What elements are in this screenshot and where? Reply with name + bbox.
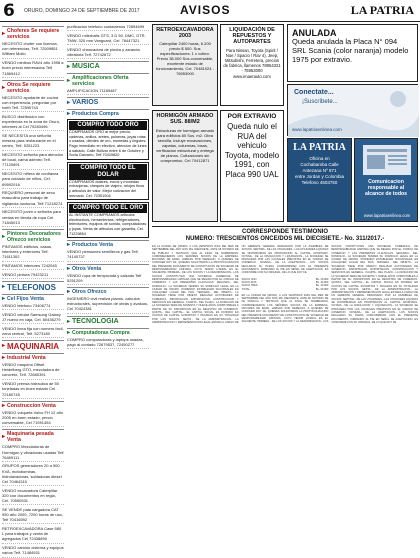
category-arrow-icon: ▸ [67, 111, 71, 118]
liquidacion-ad-text: Para Nissan, Toyota (Spirit / Noe / Spacio / Rav 4), Jeep, Mitsubishi, Ferretera, precios de fabrica, llamenos 78954321 - 76953000 www.imaerauto.com [223, 47, 281, 79]
hormigon-ad-title: HORMIGÓN ARMADO SUS. 88/M2 [156, 113, 214, 126]
category-arrow-icon: ▸ [2, 402, 6, 409]
capital-amount: Bs. 10.000 [315, 280, 329, 284]
category-label: MAQUINARIA [7, 342, 60, 352]
category-label: TELEFONOS [7, 283, 56, 292]
category-arrow-icon: ▸ [67, 288, 71, 295]
classified-ad: BUSCO distribuidor con experiencia en la zona de Oruro, informes al Cel 79283496 [2, 114, 64, 132]
category-label: Productos Venta [72, 242, 113, 249]
retroexcavadora-ad [152, 24, 218, 106]
classifieds-column-1 [2, 24, 64, 556]
category-header [2, 294, 64, 302]
classified-ad: PINTAMOS interiores 7242045 [2, 263, 64, 270]
la-patria-ad-line: Cochabamba Calle [300, 162, 339, 167]
boxed-ad-text: AL INSTANTE COMPRAMOS articulos electronicos, herramientas, refrigeradores, televisores, equipos de sonido, computadoras y joyas. Venta de articulos con garantia, Cel. 71229854 [69, 213, 147, 236]
classified-ad: VENDO minibus RAV4 año 1998 a buen precio interesados Telf 71869412 [2, 60, 64, 78]
category-label: Pintores Decoradores Ofrezco servicios [7, 230, 61, 243]
category-header [2, 229, 64, 243]
category-arrow-icon: ▸ [67, 64, 71, 71]
issue-date: ORURO, DOMINGO 24 DE SEPTIEMBRE DE 2017 [24, 8, 140, 14]
classified-ad: VENDO pensiones semilleros y gas Telf. 74140737 [67, 249, 149, 261]
retroexcavadora-ad-text: Caterpillar 2400 horas, 6.200 precio $ 500. Sus especificaciones: 1 x volteo. Precio 38.000 Sus conversable, excelente estado de funcionamiento, Cel. 70481924 - 76953000 [156, 41, 214, 77]
category-arrow-icon: ▸ [2, 296, 6, 302]
classified-ad: NECESITO señorita para atención de local, cama adentro Telf. 77120891 [2, 152, 64, 170]
anulada-ad [287, 24, 418, 82]
comunicacion-ad [354, 138, 418, 222]
extravio-ad [220, 110, 284, 222]
la-patria-office-ad [287, 138, 352, 222]
category-header [2, 340, 64, 351]
testimony-title: CORRESPONDE TESTIMONIO [241, 229, 328, 235]
classified-ad: NECESITO ayudante de cocina con experiencia, preguntar por Iveth Telf. 72590743 [2, 95, 64, 113]
classified-ad: VENDO prensa hidraulica de 50 toneladas en buen estado Cel 72180745 [2, 381, 64, 399]
category-label: Otros Ofrezco [72, 288, 107, 295]
partner-name: TOTAL [241, 287, 250, 291]
conectate-title: Conectate... [294, 89, 334, 96]
anulada-ad-text: Queda anulada la Placa N° 094 SRL Scania (color naranja) modelo 1975 por extravio. [292, 37, 409, 64]
category-label: VARIOS [72, 99, 99, 107]
testimony-number: NUMERO: TRESCIENTOS ONCE/DOS MIL DIECISIETE.- No. 311/2017.- [185, 236, 385, 242]
section-title: AVISOS [180, 3, 231, 17]
partner-name: SOCIO DOS [241, 280, 257, 284]
category-header [67, 240, 149, 248]
boxed-ad-title: COMPRO TODO ORO [69, 121, 147, 130]
la-patria-ad-title: LA PATRIA [293, 142, 346, 153]
boxed-ad-title: COMPRO TODO EL ORO [69, 204, 147, 213]
category-header [67, 61, 149, 71]
classified-ad: PINTAMOS edificios, casas, interiores y exteriores Telf. 71611302 [2, 244, 64, 262]
category-arrow-icon: ▸ [67, 242, 71, 249]
extravio-ad-title: POR EXTRAVIO [227, 113, 277, 120]
classified-ad: VENDO pintura 79423211 [2, 272, 64, 279]
classifieds-column-2 [67, 24, 149, 544]
boxed-ad [67, 162, 149, 200]
category-label: Computadoras Compra [72, 329, 130, 336]
capital-amount: Bs. 10.000 [315, 284, 329, 288]
classified-ad: NECESITO chofer con licencia, con referencias, Telf. 72509851 William Mollo [2, 41, 64, 59]
classified-ad: NECESITO joven o señorita para ventas en tienda de ropa Cel. 71845013 [2, 209, 64, 227]
boxed-ad-title: COMPRO TODO EL DOLAR [69, 164, 147, 180]
conectate-link[interactable]: www.lapatriaenlinea.com [292, 127, 342, 132]
classified-ad: SE VENDE pala cargadora CAT 950 año 2000, 7200 horas de uso, Telf 70416592 [2, 507, 64, 525]
classified-ad: NECESITO niñera de confianza para cuidado de niños, Cel. 69592016 [2, 171, 64, 189]
classified-ad: COMPRO Mezcladoras de Hormigon y vibradoras usadas Telf 76469111 [2, 444, 64, 462]
classified-ad: REQUIERO personal de sexo masculino para trabajo de vigilancia nocturna, Telf 71218274 [2, 190, 64, 208]
category-label: Productos Compra [72, 111, 119, 118]
newspaper-stack-icon [355, 139, 419, 179]
category-label: Construccion Venta [7, 402, 56, 409]
liquidacion-ad [220, 24, 284, 106]
classified-ad: VENDO chancadora de piedra y zaranda vibratoria Telf. 72742672 [67, 47, 149, 59]
classified-ad: AMPLIFICACION 71189487 [67, 88, 149, 95]
category-arrow-icon: ▸ [2, 84, 6, 91]
category-arrow-icon: ▸ [2, 434, 6, 441]
la-patria-ad-line: Oficina en [309, 156, 330, 161]
category-arrow-icon: ▸ [67, 78, 71, 85]
classified-ad: VENDO rollerballs GTS, 3 D 50, DMC, DTR, TMW, 320 mm Vanguard, Cel. 76447321 [67, 33, 149, 45]
category-header [67, 328, 149, 336]
boxed-ad-text: COMPRAMOS ORO al mejor precio, cadenas, anillos, aretes, pulseras, joyas rotas o usadas, dientes de oro, monedas y lingotes. Pago inmediato en efectivo, atencion de lunes a sabado. Calle Bolivar entre 6 de Octubre y Soria Galvarro, Telf 70419820 [69, 130, 147, 158]
extravio-ad-text: Queda nulo el RUA del vehiculo Toyota, modelo 1991, con Placa 990 UAL [224, 122, 280, 179]
testimony-text-repeat: EN LA CIUDAD DE ORURO, A LOS VEINTIDOS DIAS DEL MES DE SEPTIEMBRE DEL AÑO DOS MIL DIECISIETE, ANTE MI NOTARIO DE FE PUBLICA Y TESTIGOS QUE AL FINAL SE NOMBRARAN, COMPARECIERON LOS SEÑORES SOCIOS DE LA EMPRESA, MAYORES DE EDAD, HABILES POR DERECHO, A QUIENES DE CONOCER DOY FE, QUIENES SOLICITARON LA PROTOCOLIZACION DEL PRESENTE DOCUMENTO DE CONSTITUCION DE SOCIEDAD DE RESPONSABILIDAD LIMITADA, CUYO TENOR LITERAL ES EL SIGUIENTE: PRIMERA.- DE LOS SOCIOS Y LA DENOMINACION.- LOS SOCIOS CONSTITUYEN UNA SOCIEDAD COMERCIAL DE RESPONSABILIDAD LIMITADA QUE SE REGIRA POR EL CODIGO DE COMERCIO Y LAS PRESENTES CLAUSULAS. SEGUNDA.- DEL DOMICILIO.- LA SOCIEDAD TENDRA SU DOMICILIO LEGAL EN LA CIUDAD DE ORURO, PUDIENDO ESTABLECER SUCURSALES EN CUALQUIER LUGAR DEL PAIS. TERCERA.- DEL OBJETO.- LA SOCIEDAD TIENE POR OBJETO REALIZAR ACTIVIDADES DE COMERCIO, IMPORTACION, EXPORTACION, CONSTRUCCION Y SERVICIOS EN GENERAL. CUARTA.- DEL PLAZO.- LA DURACION DE LA SOCIEDAD SERA DE NOVENTA Y NUEVE AÑOS COMPUTABLES A PARTIR DE SU INSCRIPCION EN EL REGISTRO DE COMERCIO. QUINTA.- DEL CAPITAL.- EL CAPITAL SOCIAL ES DIVIDIDO EN CUOTAS DE CAPITAL SUSCRITAS Y PAGADAS EN SU TOTALIDAD POR LOS SOCIOS. SEXTA.- DE LA ADMINISTRACION.- LA ADMINISTRACION Y REPRESENTACION LEGAL ESTARA A CARGO DE UN GERENTE GENERAL DESIGNADO POR LA ASAMBLEA DE SOCIOS. SEPTIMA.- DE LAS UTILIDADES.- LAS UTILIDADES LIQUIDAS SE DISTRIBUIRAN EN PROPORCION AL CAPITAL APORTADO. OCTAVA.- DE LA DISOLUCION Y LIQUIDACION.- LA SOCIEDAD SE DISOLVERA POR LAS CAUSALES PREVISTAS EN EL CODIGO DE COMERCIO. NOVENA.- DE LA ACEPTACION.- LOS SOCIOS DECLARAN SU PLENA CONFORMIDAD CON EL PRESENTE DOCUMENTO, FIRMANDO AL PIE EN SEÑAL DE ACEPTACION. ES CONFORME CON SU ORIGINAL, DE LO QUE DOY FE. [241, 245, 418, 324]
anulada-ad-title: ANULADA [292, 28, 337, 38]
category-label: Amplificaciones Oferta servicios [72, 75, 129, 88]
category-header [2, 401, 64, 409]
newspaper-brand: LA PATRIA [350, 3, 414, 17]
partner-name: SOCIO TRES [241, 284, 258, 288]
category-arrow-icon: ▸ [2, 31, 6, 37]
classified-ad: VENDO linea fija con numero facil, zona central, Telf. 5273180 [2, 326, 64, 338]
classified-ad: VENDO telefono 73406774 [2, 303, 64, 310]
conectate-subtitle: ¡Suscríbete... [302, 99, 338, 105]
classified-ad: COMPRO computadoras y laptops usadas, pago al contado 72679537, 72450277 [67, 337, 149, 349]
category-header [2, 80, 64, 94]
testimony-body [152, 245, 418, 324]
category-label: Otros Se requiere servicios [7, 81, 51, 94]
category-header [67, 316, 149, 326]
testimony-text: EN LA CIUDAD DE ORURO, A LOS VEINTIDOS DIAS DEL MES DE SEPTIEMBRE DEL AÑO DOS MIL DIECISIETE, ANTE MI NOTARIO DE FE PUBLICA Y TESTIGOS QUE AL FINAL SE NOMBRARAN, COMPARECIERON LOS SEÑORES SOCIOS DE LA EMPRESA, MAYORES DE EDAD, HABILES POR DERECHO, A QUIENES DE CONOCER DOY FE, QUIENES SOLICITARON LA PROTOCOLIZACION DEL PRESENTE DOCUMENTO DE CONSTITUCION DE SOCIEDAD DE RESPONSABILIDAD LIMITADA, CUYO TENOR LITERAL ES EL SIGUIENTE: PRIMERA.- DE LOS SOCIOS Y LA DENOMINACION.- LOS SOCIOS CONSTITUYEN UNA SOCIEDAD COMERCIAL DE RESPONSABILIDAD LIMITADA QUE SE REGIRA POR EL CODIGO DE COMERCIO Y LAS PRESENTES CLAUSULAS. SEGUNDA.- DEL DOMICILIO.- LA SOCIEDAD TENDRA SU DOMICILIO LEGAL EN LA CIUDAD DE ORURO, PUDIENDO ESTABLECER SUCURSALES EN CUALQUIER LUGAR DEL PAIS. TERCERA.- DEL OBJETO.- LA SOCIEDAD TIENE POR OBJETO REALIZAR ACTIVIDADES DE COMERCIO, IMPORTACION, EXPORTACION, CONSTRUCCION Y SERVICIOS EN GENERAL. CUARTA.- DEL PLAZO.- LA DURACION DE LA SOCIEDAD SERA DE NOVENTA Y NUEVE AÑOS COMPUTABLES A PARTIR DE SU INSCRIPCION EN EL REGISTRO DE COMERCIO. QUINTA.- DEL CAPITAL.- EL CAPITAL SOCIAL ES DIVIDIDO EN CUOTAS DE CAPITAL SUSCRITAS Y PAGADAS EN SU TOTALIDAD POR LOS SOCIOS. SEXTA.- DE LA ADMINISTRACION.- LA ADMINISTRACION Y REPRESENTACION LEGAL ESTARA A CARGO DE UN GERENTE GENERAL DESIGNADO POR LA ASAMBLEA DE SOCIOS. SEPTIMA.- DE LAS UTILIDADES.- LAS UTILIDADES LIQUIDAS SE DISTRIBUIRAN EN PROPORCION AL CAPITAL APORTADO. OCTAVA.- DE LA DISOLUCION Y LIQUIDACION.- LA SOCIEDAD SE DISOLVERA POR LAS CAUSALES PREVISTAS EN EL CODIGO DE COMERCIO. NOVENA.- DE LA ACEPTACION.- LOS SOCIOS DECLARAN SU PLENA CONFORMIDAD CON EL PRESENTE DOCUMENTO, FIRMANDO AL PIE EN SEÑAL DE ACEPTACION. ES CONFORME CON SU ORIGINAL, DE LO QUE DOY FE. [152, 245, 329, 324]
classified-ad: INGENIERO civil realiza planos, calculos estructurales, supervision de obras y avaluos, Cel 70424381 [67, 296, 149, 314]
capital-amount: Bs. 10.000 [315, 277, 329, 281]
category-arrow-icon: ▸ [2, 355, 6, 362]
classified-ad: VENDO maquina Offset Heidelberg GTO, mezcladora de concreto, Telf. 72680391 [2, 362, 64, 380]
category-header [2, 353, 64, 361]
liquidacion-ad-title: LIQUIDACIÓN DE REPUESTOS Y AUTOPARTES [229, 27, 275, 46]
category-label: Cel Fijos Venta [7, 296, 44, 302]
category-header [67, 97, 149, 107]
category-header [67, 109, 149, 117]
category-arrow-icon: ▸ [2, 343, 6, 350]
category-arrow-icon: ▸ [67, 318, 71, 325]
classified-ad: VENDO camion cisterna y equipos varios Telf. 71484931 [2, 545, 64, 557]
classified-ad: VENDO volqueta Volvo FH 12 año 2005 en buen estado, precio conversable, Cel 71591454 [2, 410, 64, 428]
category-header [67, 73, 149, 87]
category-header [2, 281, 64, 292]
legal-testimony-notice [152, 226, 418, 544]
category-arrow-icon: ▸ [2, 233, 6, 240]
capital-amount: Bs. 30.000 [315, 287, 329, 291]
category-arrow-icon: ▸ [67, 329, 71, 336]
page-number: 6 [3, 1, 15, 21]
category-label: Otros Venta [72, 265, 102, 272]
category-label: Industrial Venta [7, 355, 46, 362]
hormigon-ad-text: Estructuras de hormigon armado para edificios 80 Sus. m2. Obra sencilla, incluye excavaciones, zapatas, columnas, losas, verificacion estructural y entrega de planos. Cotizaciones sin compromiso, Cel 70412871 [155, 127, 215, 163]
classified-ad: GRUPOS generadores 20 a 500 KVA, motobombas, hidrolavadoras, soldadoras diesel Cel 70464315 [2, 463, 64, 486]
classified-ad: SE NECESITA una señorita mesera para restaurante en el centro, Telf. 5251223 [2, 133, 64, 151]
classified-ad: VENDO celular Samsung Galaxy J7 nuevo en caja, Cel. 60436279 [2, 312, 64, 324]
category-arrow-icon: ▸ [67, 265, 71, 272]
classified-ad: RETROEXCAVADORA Case 580 L para trabajos y venta de agregados Cel 72438890 [2, 526, 64, 544]
la-patria-ad-lines [288, 156, 351, 186]
boxed-ad [67, 202, 149, 238]
category-arrow-icon: ▸ [2, 284, 6, 290]
capital-table [242, 278, 329, 291]
la-patria-ad-line: Antezana Nº 871 [302, 168, 337, 173]
conectate-ad [287, 84, 418, 136]
retroexcavadora-ad-title: RETROEXCAVADORA 2003 [156, 27, 214, 40]
category-label: MUSICA [72, 63, 100, 71]
category-label: Choferes Se requiere servicios [7, 28, 60, 40]
comunicacion-ad-link[interactable]: www.lapatriaenlinea.com [363, 213, 411, 218]
page-header [0, 0, 420, 22]
category-label: Maquinaria pesada Venta [7, 431, 54, 444]
category-label: TECNOLOGIA [72, 317, 119, 325]
la-patria-ad-line: entre Jordan y Colombia [294, 174, 345, 179]
comunicacion-ad-text: Comunicacion responsable al alcance de todos [364, 179, 408, 198]
hormigon-ad [152, 110, 218, 222]
boxed-ad-text: COMPRAMOS dolares, euros y monedas extranjeras, cheques de viajero, relojes finos y articulos de valor. Mejor cotizacion del mercado. Cel. 72351004 [69, 179, 145, 198]
la-patria-ad-line: Telefono 4503750 [301, 180, 338, 185]
category-header [67, 287, 149, 295]
boxed-ad [67, 119, 149, 160]
classified-ad: VENDO excavadora Caterpillar 320 con documentos en regla, Cel. 70590531 [2, 488, 64, 506]
classified-ad: purificacion telefono contactenos 72694699 [67, 24, 149, 31]
capital-table-row [242, 288, 329, 291]
category-header [2, 26, 64, 40]
category-header [2, 429, 64, 443]
category-arrow-icon: ▸ [67, 100, 71, 107]
category-header [67, 264, 149, 272]
partner-name: SOCIO UNO [241, 277, 257, 281]
classified-ad: VENDO ropa de temporada y calzado Telf 5251209 [67, 273, 149, 285]
